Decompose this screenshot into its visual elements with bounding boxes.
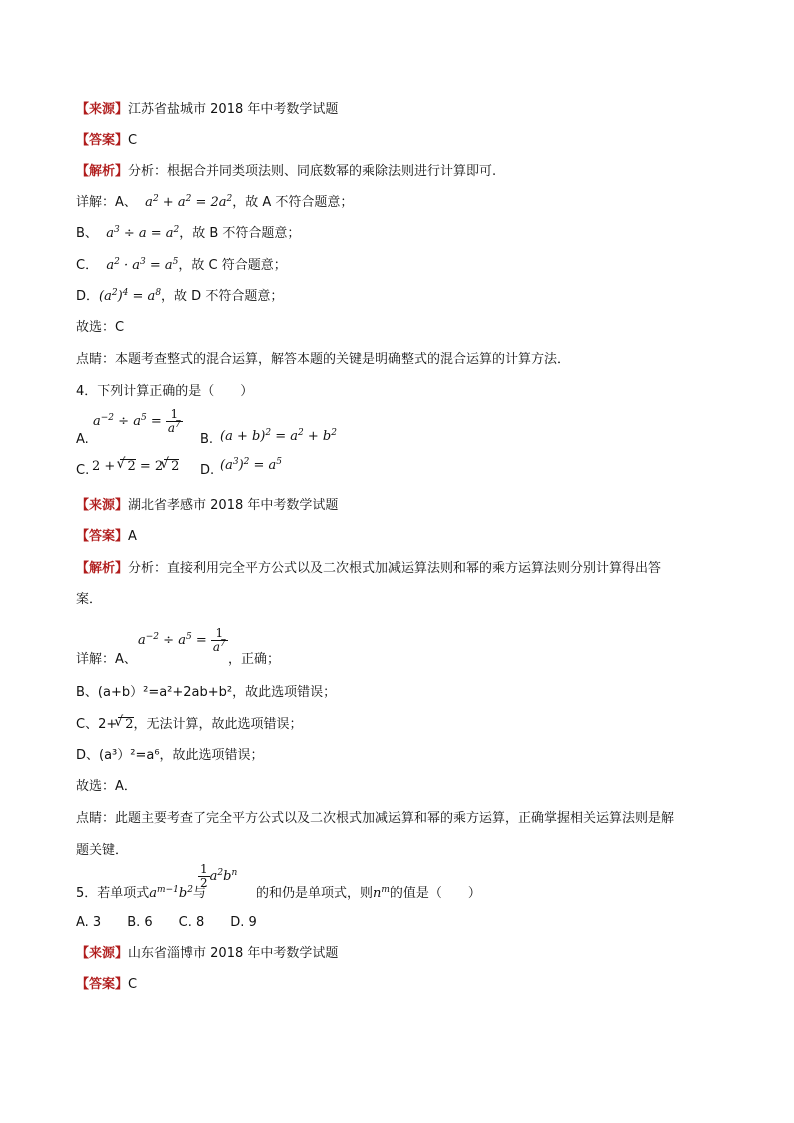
comment-text: 本题考查整式的混合运算，解答本题的关键是明确整式的混合运算的计算方法．: [115, 352, 571, 367]
q4-detail-b: B、(a+b）²=a²+2ab+b²，故此选项错误；: [76, 685, 337, 700]
q4-option-c-formula: 2 + √ 2 = 2√ 2: [92, 459, 179, 475]
answer-text: C: [128, 977, 138, 992]
q3-detail-b: [76, 225, 300, 243]
detail-tail: ，故 B 不符合题意；: [179, 226, 301, 241]
q5-stem: [76, 885, 481, 903]
q3-detail-d: [76, 288, 283, 306]
detail-lead: C、2+: [76, 717, 118, 732]
q4-answer-line: [76, 528, 137, 546]
q3-source-line: [76, 101, 338, 119]
analysis-tag: 【解析】: [76, 561, 129, 576]
q4-option-b-label: B.: [200, 432, 214, 447]
q5-monomial-2: $\frac{1}{2}$ $a^2b^n$: [200, 862, 238, 890]
q3-detail-a: [76, 194, 353, 212]
n-pow-m: $n^m$: [372, 885, 390, 901]
detail-tail: ，故 A 不符合题意；: [232, 195, 354, 210]
formula-c: $a^2 \cdot a^3 = a^5$: [102, 257, 179, 273]
detail-lead: 详解：A、: [76, 195, 137, 210]
stem-end: 的值是（ ）: [389, 886, 481, 901]
detail-lead: C．: [76, 258, 99, 273]
answer-tag: 【答案】: [76, 529, 129, 544]
stem-lead: 5．若单项式: [76, 886, 150, 901]
q4-option-a-label: A.: [76, 432, 89, 447]
source-tag: 【来源】: [76, 498, 129, 513]
q5-answer-line: [76, 976, 137, 994]
formula-d: $(a^2)^4 = a^8$: [99, 288, 162, 304]
q5-options: A. 3 B. 6 C. 8 D. 9: [76, 915, 257, 930]
formula-a: $a^2 + a^2 = 2a^2$: [141, 194, 233, 210]
q4-analysis-line2: 案．: [76, 592, 103, 607]
stem-tail: 的和仍是单项式，则: [255, 886, 373, 901]
detail-tail: ，无法计算，故此选项错误；: [133, 717, 303, 732]
source-text: 山东省淄博市 2018 年中考数学试题: [128, 946, 339, 961]
q3-analysis-line: [76, 163, 496, 181]
q4-option-d-label: D.: [200, 463, 215, 478]
q4-choose: 故选：A．: [76, 779, 137, 794]
q4-analysis-line1: [76, 560, 661, 578]
q4-stem: 4．下列计算正确的是（ ）: [76, 384, 254, 399]
q4-option-c-label: C.: [76, 463, 90, 478]
q4-option-d-formula: $(a^3)^2 = a^5$: [220, 457, 283, 473]
detail-tail: ，故 D 不符合题意；: [161, 289, 284, 304]
detail-lead: B、: [76, 226, 98, 241]
answer-tag: 【答案】: [76, 977, 129, 992]
comment-tag: 点睛：: [76, 811, 116, 826]
q4-option-b-formula: $(a + b)^2 = a^2 + b^2$: [220, 428, 337, 444]
q4-option-a-formula: $a^{-2} \div a^5$ = $\frac{1}{a^7}$: [93, 407, 181, 435]
q4-comment-line1: [76, 810, 674, 828]
source-text: 江苏省盐城市 2018 年中考数学试题: [128, 102, 339, 117]
q3-answer-line: [76, 132, 137, 150]
analysis-tag: 【解析】: [76, 164, 129, 179]
q4-detail-d: D、(a³）²=a⁶，故此选项错误；: [76, 748, 264, 763]
formula-b: $a^3 \div a = a^2$: [102, 225, 180, 241]
q4-source-line: [76, 497, 338, 515]
detail-tail: ，故 C 符合题意；: [178, 258, 287, 273]
answer-text: C: [128, 133, 138, 148]
q4-detail-a-lead: 详解：A、: [76, 652, 137, 667]
comment-tag: 点睛：: [76, 352, 116, 367]
q4-detail-a-formula: $a^{-2} \div a^5$ = $\frac{1}{a^7}$: [138, 626, 226, 654]
source-text: 湖北省孝感市 2018 年中考数学试题: [128, 498, 339, 513]
stem-mid: 与: [192, 886, 206, 901]
q3-detail-c: [76, 257, 287, 275]
analysis-text: 分析：根据合并同类项法则、同底数幂的乘除法则进行计算即可.: [128, 164, 497, 179]
q4-detail-c: [76, 716, 303, 734]
comment-text: 此题主要考查了完全平方公式以及二次根式加减运算和幂的乘方运算，正确掌握相关运算法则是解: [115, 811, 675, 826]
answer-text: A: [128, 529, 137, 544]
q5-source-line: [76, 945, 338, 963]
monomial-1: $a^{m-1}b^2$: [149, 885, 193, 901]
analysis-text: 分析：直接利用完全平方公式以及二次根式加减运算法则和幂的乘方运算法则分别计算得出答: [128, 561, 662, 576]
detail-lead: D．: [76, 289, 100, 304]
sqrt2: √ 2: [118, 717, 133, 732]
q3-choose: 故选：C: [76, 320, 125, 335]
q4-comment-line2: 题关键．: [76, 843, 129, 858]
source-tag: 【来源】: [76, 946, 129, 961]
source-tag: 【来源】: [76, 102, 129, 117]
q3-comment: [76, 351, 570, 369]
answer-tag: 【答案】: [76, 133, 129, 148]
q4-detail-a-tail: ，正确；: [228, 652, 281, 667]
